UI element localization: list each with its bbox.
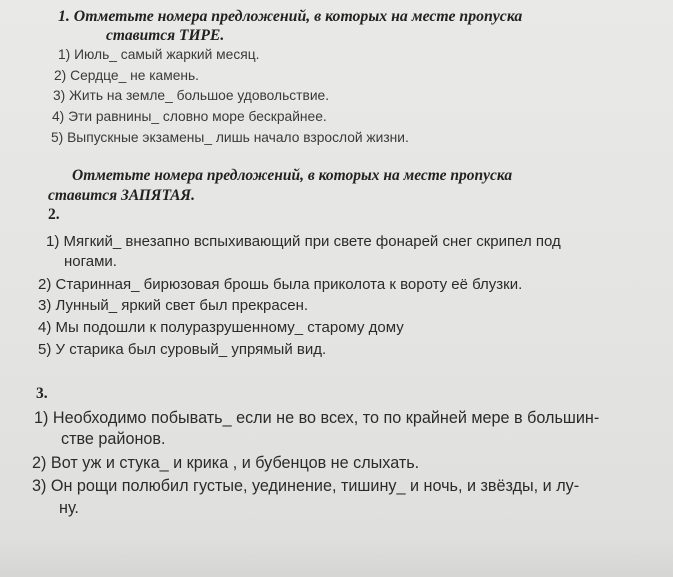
section2-heading-line2: ставится ЗАПЯТАЯ. (48, 187, 195, 204)
section2-heading-line1: Отметьте номера предложений, в которых на месте пропуска (72, 167, 513, 184)
section1-item-2: 2) Сердце_ не камень. (54, 68, 200, 83)
section2-item-4: 4) Мы подошли к полуразрушенному_ старому дому (38, 319, 404, 336)
section3-item-3-continued: ну. (59, 499, 79, 517)
section2-item-5: 5) У старика был суровый_ упрямый вид. (38, 341, 327, 358)
section2-item-1: 1) Мягкий_ внезапно вспыхивающий при свете фонарей снег скрипел под (46, 233, 561, 250)
paper-shadow (0, 537, 673, 577)
section3-item-2: 2) Вот уж и стука_ и крика , и бубенцов не слыхать. (32, 454, 420, 472)
section3-item-3: 3) Он рощи полюбил густые, уединение, тишину_ и ночь, и звёзды, и лу- (32, 477, 580, 495)
section1-item-5: 5) Выпускные экзамены_ лишь начало взрослой жизни. (51, 130, 409, 145)
section2-item-2: 2) Старинная_ бирюзовая брошь была приколота к вороту её блузки. (38, 276, 523, 293)
section1-heading-line1: 1. Отметьте номера предложений, в которых на месте пропуска (58, 8, 523, 25)
section1-item-4: 4) Эти равнины_ словно море бескрайнее. (52, 109, 327, 124)
section1-item-1: 1) Июль_ самый жаркий месяц. (58, 47, 260, 62)
section2-item-1-continued: ногами. (64, 253, 117, 270)
section2-item-3: 3) Лунный_ яркий свет был прекрасен. (38, 297, 309, 314)
section3-number: 3. (36, 385, 48, 402)
section3-item-1-continued: стве районов. (61, 430, 166, 448)
section1-heading-line2: ставится ТИРЕ. (106, 27, 225, 44)
section3-item-1: 1) Необходимо побывать_ если не во всех, то по крайней мере в большин- (34, 409, 600, 427)
section1-item-3: 3) Жить на земле_ большое удовольствие. (53, 88, 330, 103)
section2-number: 2. (48, 206, 60, 223)
